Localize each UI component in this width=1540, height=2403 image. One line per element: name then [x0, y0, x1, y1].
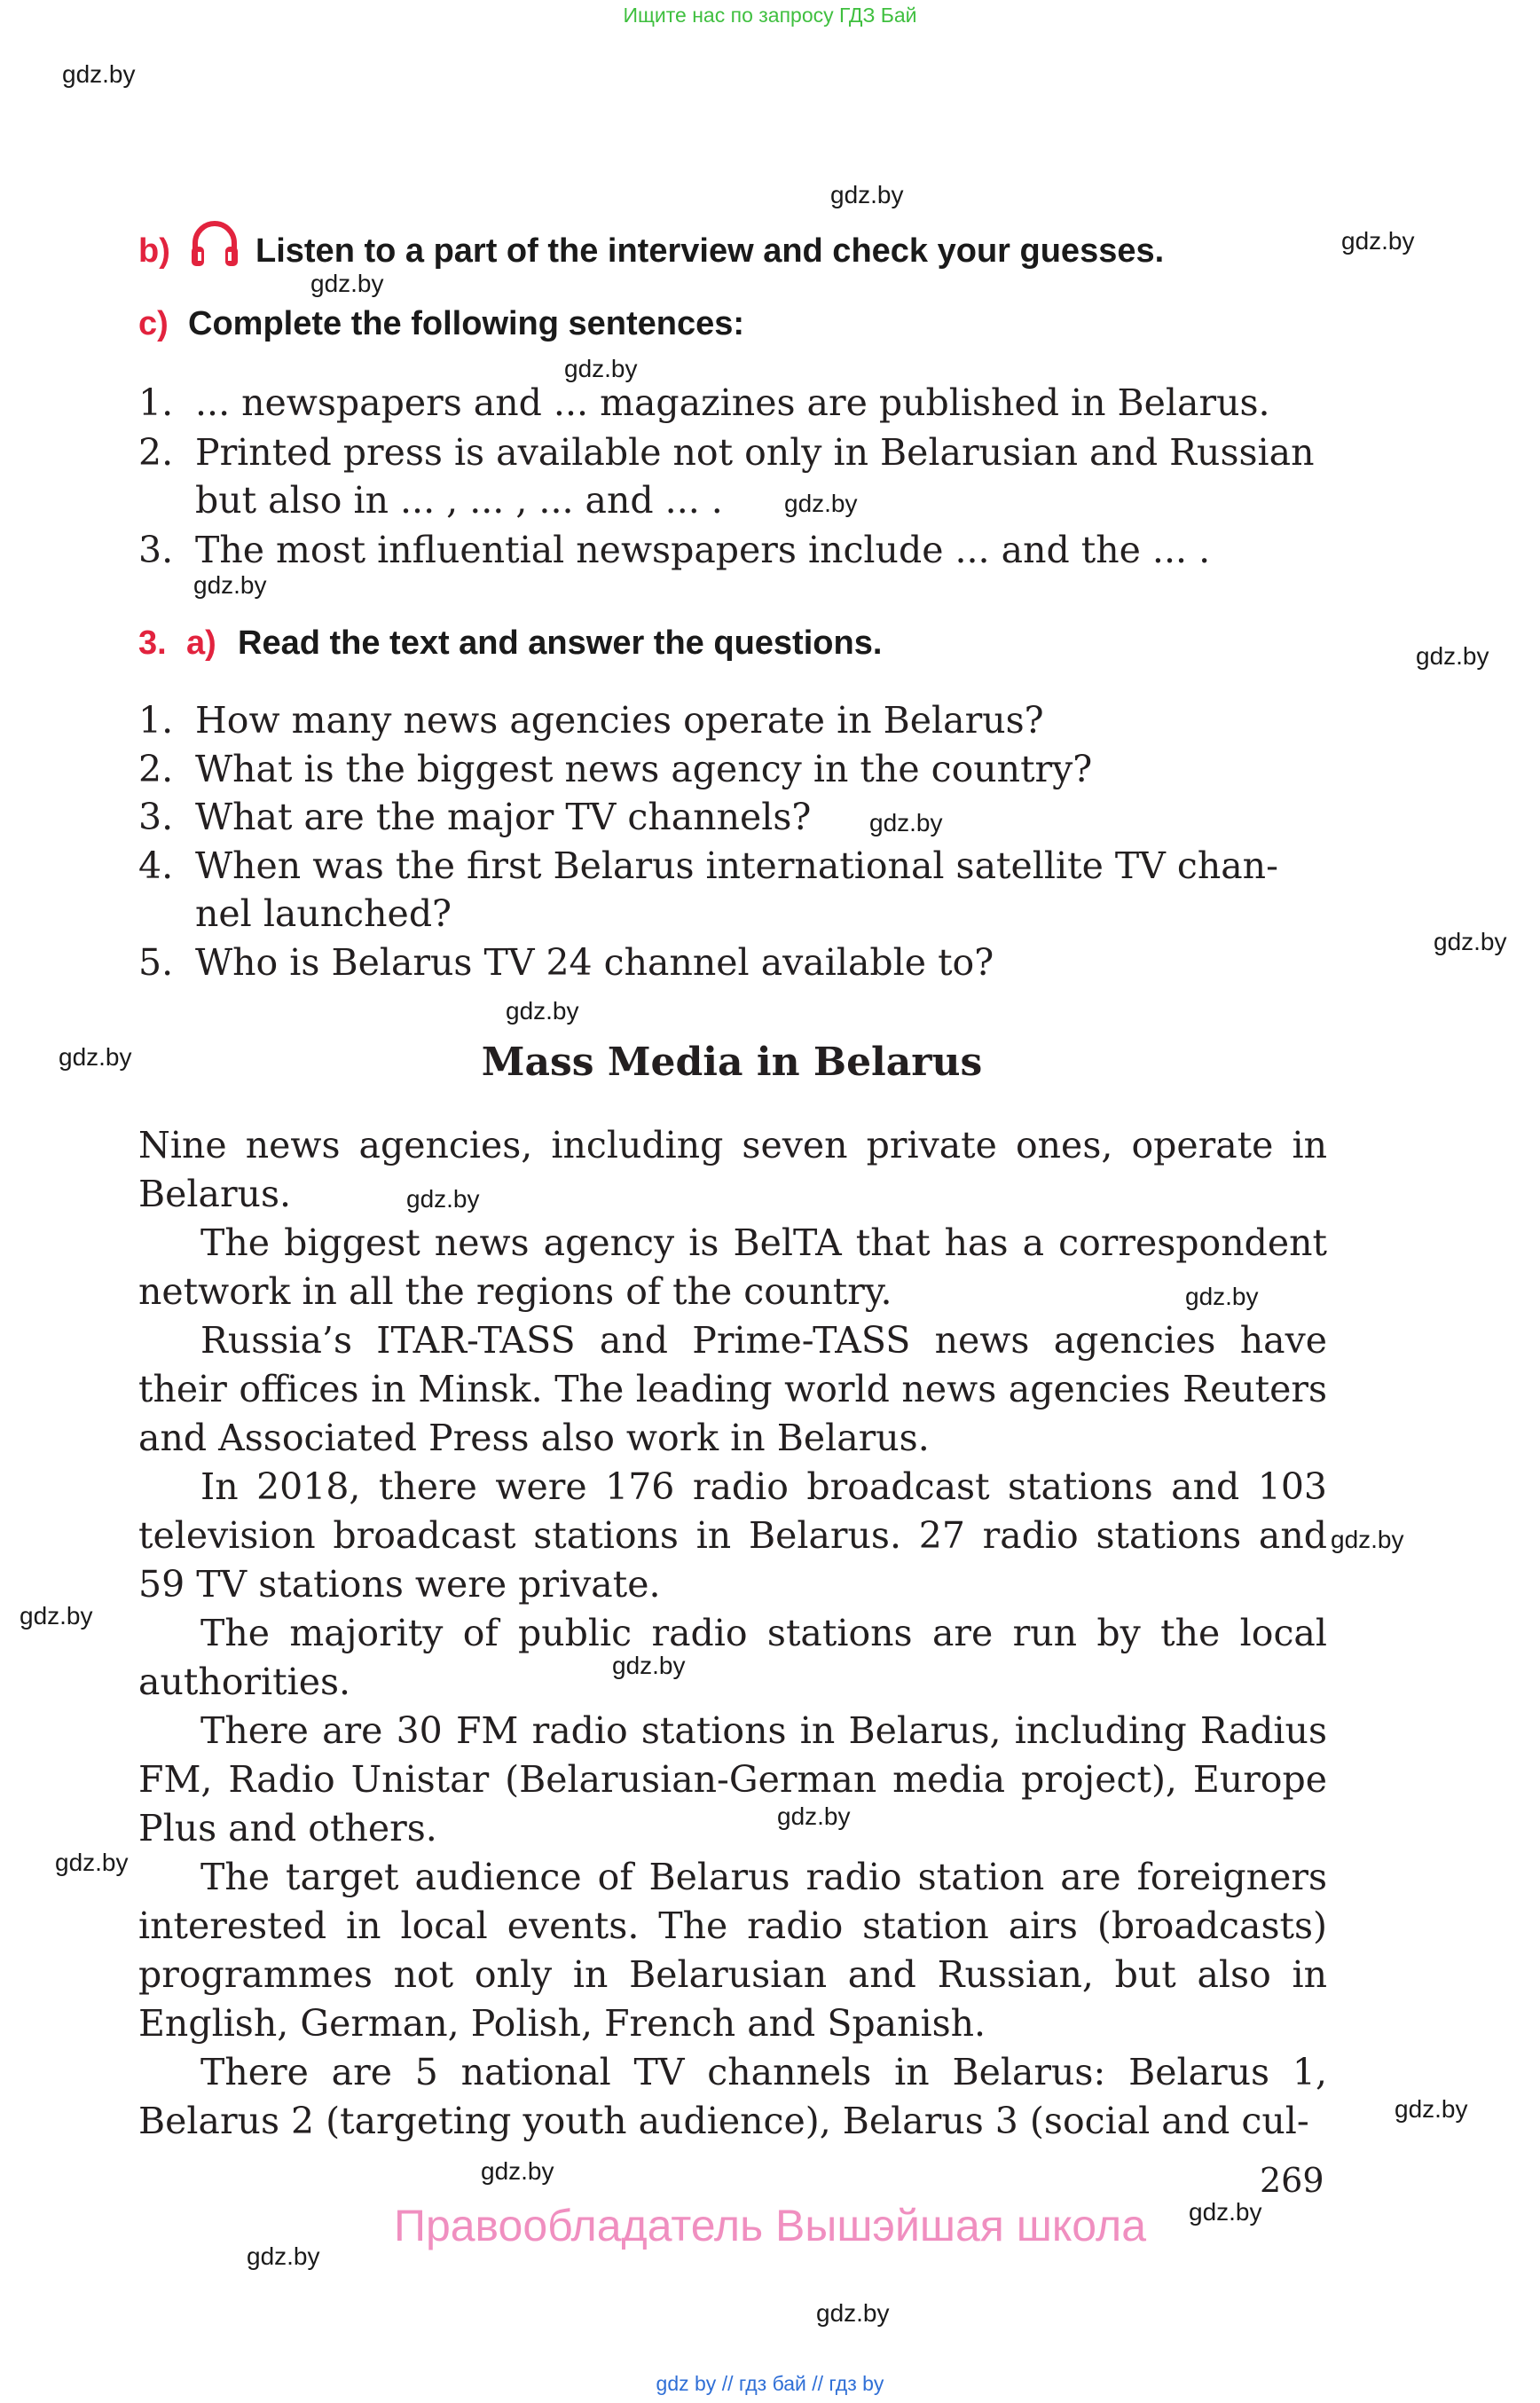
watermark: gdz.by [1341, 227, 1415, 255]
sentence-text: The most influential newspapers include ... and the ... . [195, 529, 1211, 571]
question-item [138, 796, 811, 838]
watermark: gdz.by [564, 355, 638, 382]
sentence-text-continuation: but also in ... , ... , ... and ... . [195, 479, 723, 522]
question-number: 4. [138, 844, 174, 887]
task-3-number: 3. [138, 624, 167, 662]
question-item [138, 844, 1278, 887]
headphones-icon [188, 218, 241, 271]
sentence-item [138, 529, 1210, 571]
paragraph: The majority of public radio stations are run by the local authorities. [138, 1612, 1327, 1703]
paragraph: There are 5 national TV channels in Belarus: Belarus 1, Belarus 2 (targeting youth audience), Belarus 3 (social and cul- [138, 2051, 1327, 2142]
watermark: gdz.by [62, 60, 136, 88]
question-text: Who is Belarus TV 24 channel available to? [195, 941, 994, 984]
task-c-label: c) [138, 305, 169, 342]
watermark: gdz.by [247, 2242, 320, 2270]
sentence-number: 2. [138, 431, 174, 474]
question-text-continuation: nel launched? [195, 892, 452, 935]
paragraph: The target audience of Belarus radio station are foreigners interested in local events. The radio station airs (broadcasts) programmes not only in Belarusian and Russian, but also in English, German, Polish, French and Spanish. [138, 1856, 1327, 2045]
copyright-notice: Правообладатель Вышэйшая школа [394, 2201, 1146, 2250]
watermark: gdz.by [1185, 1283, 1259, 1310]
question-number: 3. [138, 796, 174, 838]
question-text: When was the first Belarus international satellite TV chan- [195, 844, 1278, 887]
question-number: 1. [138, 699, 174, 742]
watermark: gdz.by [1189, 2198, 1262, 2226]
watermark: gdz.by [830, 181, 904, 208]
sentence-item [138, 381, 1270, 424]
watermark: gdz.by [612, 1652, 686, 1679]
watermark: gdz.by [406, 1185, 480, 1213]
sentence-item [138, 431, 1315, 474]
watermark: gdz.by [816, 2299, 890, 2327]
watermark: gdz.by [784, 490, 858, 517]
watermark: gdz.by [193, 571, 267, 599]
bottom-banner: gdz by // гдз бай // гдз by [656, 2372, 884, 2395]
task-3a-text: Read the text and answer the questions. [238, 624, 883, 662]
text-title: Mass Media in Belarus [481, 1040, 983, 1085]
sentence-number: 3. [138, 529, 174, 571]
task-c-text: Complete the following sentences: [188, 305, 745, 342]
watermark: gdz.by [777, 1802, 851, 1830]
task-3a-label: a) [186, 624, 216, 662]
watermark: gdz.by [869, 809, 943, 836]
paragraph: Nine news agencies, including seven private ones, operate in Belarus. [138, 1124, 1327, 1215]
paragraph: Russia’s ITAR-TASS and Prime-TASS news agencies have their offices in Minsk. The leading world news agencies Reuters and Associated Press also work in Belarus. [138, 1319, 1327, 1459]
question-text: How many news agencies operate in Belarus? [195, 699, 1044, 742]
question-text: What is the biggest news agency in the country? [195, 748, 1093, 790]
watermark: gdz.by [1434, 928, 1507, 955]
question-text: What are the major TV channels? [195, 796, 812, 838]
question-number: 5. [138, 941, 174, 984]
question-item [138, 699, 1044, 742]
article-body [138, 1121, 1327, 2146]
watermark: gdz.by [481, 2157, 554, 2185]
paragraph: In 2018, there were 176 radio broadcast stations and 103 television broadcast stations in Belarus. 27 radio stations and 59 TV stations were private. [138, 1465, 1327, 1606]
question-item [138, 748, 1092, 790]
task-b-text: Listen to a part of the interview and check your guesses. [255, 232, 1165, 270]
watermark: gdz.by [1395, 2095, 1468, 2123]
watermark: gdz.by [59, 1043, 132, 1071]
paragraph: There are 30 FM radio stations in Belarus, including Radius FM, Radio Unistar (Belarusian-German media project), Europe Plus and others. [138, 1709, 1327, 1849]
watermark: gdz.by [1416, 642, 1489, 670]
sentence-number: 1. [138, 381, 174, 424]
task-b-label: b) [138, 232, 170, 270]
watermark: gdz.by [310, 270, 384, 297]
watermark: gdz.by [1331, 1526, 1404, 1553]
question-item [138, 941, 994, 984]
sentence-text: Printed press is available not only in Belarusian and Russian [195, 431, 1315, 474]
sentence-text: ... newspapers and ... magazines are published in Belarus. [195, 381, 1270, 424]
page-number: 269 [1260, 2161, 1324, 2200]
paragraph: The biggest news agency is BelTA that has a correspondent network in all the regions of the country. [138, 1221, 1327, 1313]
watermark: gdz.by [55, 1849, 129, 1876]
top-banner: Ищите нас по запросу ГДЗ Бай [623, 4, 917, 27]
watermark: gdz.by [506, 997, 579, 1025]
question-number: 2. [138, 748, 174, 790]
watermark: gdz.by [20, 1602, 93, 1629]
